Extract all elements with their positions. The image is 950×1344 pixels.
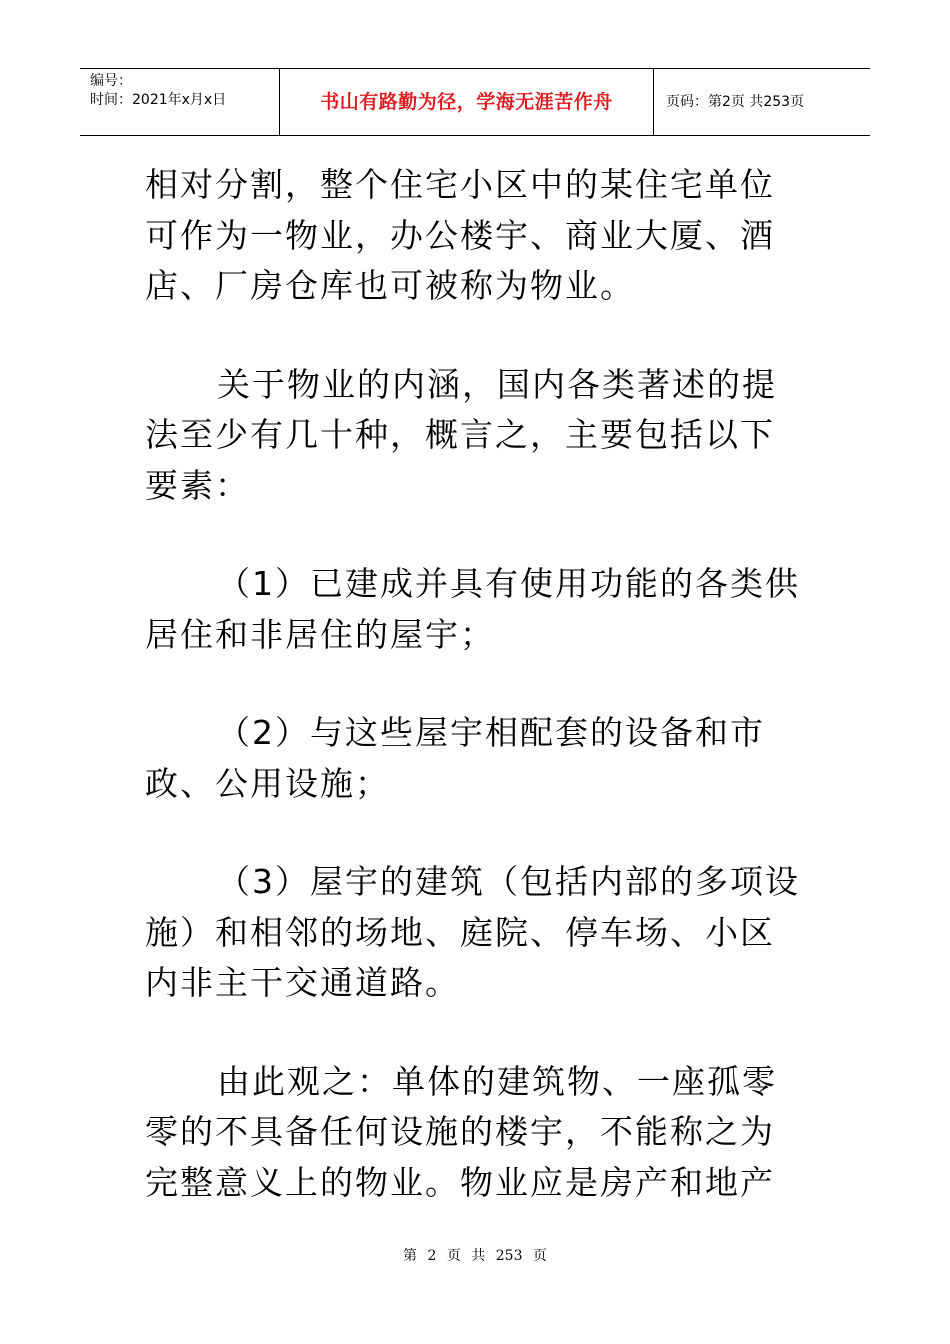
- header-meta: [80, 69, 280, 135]
- page-header: [80, 68, 870, 136]
- paragraph: 由此观之：单体的建筑物、一座孤零零的不具备任何设施的楼宇，不能称之为完整意义上的物业。物业应是房产和地产: [145, 1061, 777, 1202]
- time-label: 时间：2021年x月x日: [90, 92, 227, 108]
- paragraph: （3）屋宇的建筑（包括内部的多项设施）和相邻的场地、庭院、停车场、小区内非主干交通道路。: [145, 862, 800, 1002]
- paragraph: 关于物业的内涵，国内各类著述的提法至少有几十种，概言之，主要包括以下要素：: [145, 364, 777, 505]
- header-page-info: 页码：第2页 共253页: [666, 94, 805, 110]
- paragraph: （1）已建成并具有使用功能的各类供居住和非居住的屋宇；: [145, 564, 800, 654]
- paragraph: （2）与这些屋宇相配套的设备和市政、公用设施；: [145, 713, 765, 803]
- document-body: [145, 160, 805, 1256]
- page-footer: 第 2 页 共 253 页: [403, 1248, 547, 1264]
- paragraph: 相对分割，整个住宅小区中的某住宅单位可作为一物业，办公楼宇、商业大厦、酒店、厂房仓库也可被称为物业。: [145, 165, 775, 305]
- header-motto: 书山有路勤为径，学海无涯苦作舟: [280, 69, 654, 135]
- number-label: 编号：: [90, 73, 132, 89]
